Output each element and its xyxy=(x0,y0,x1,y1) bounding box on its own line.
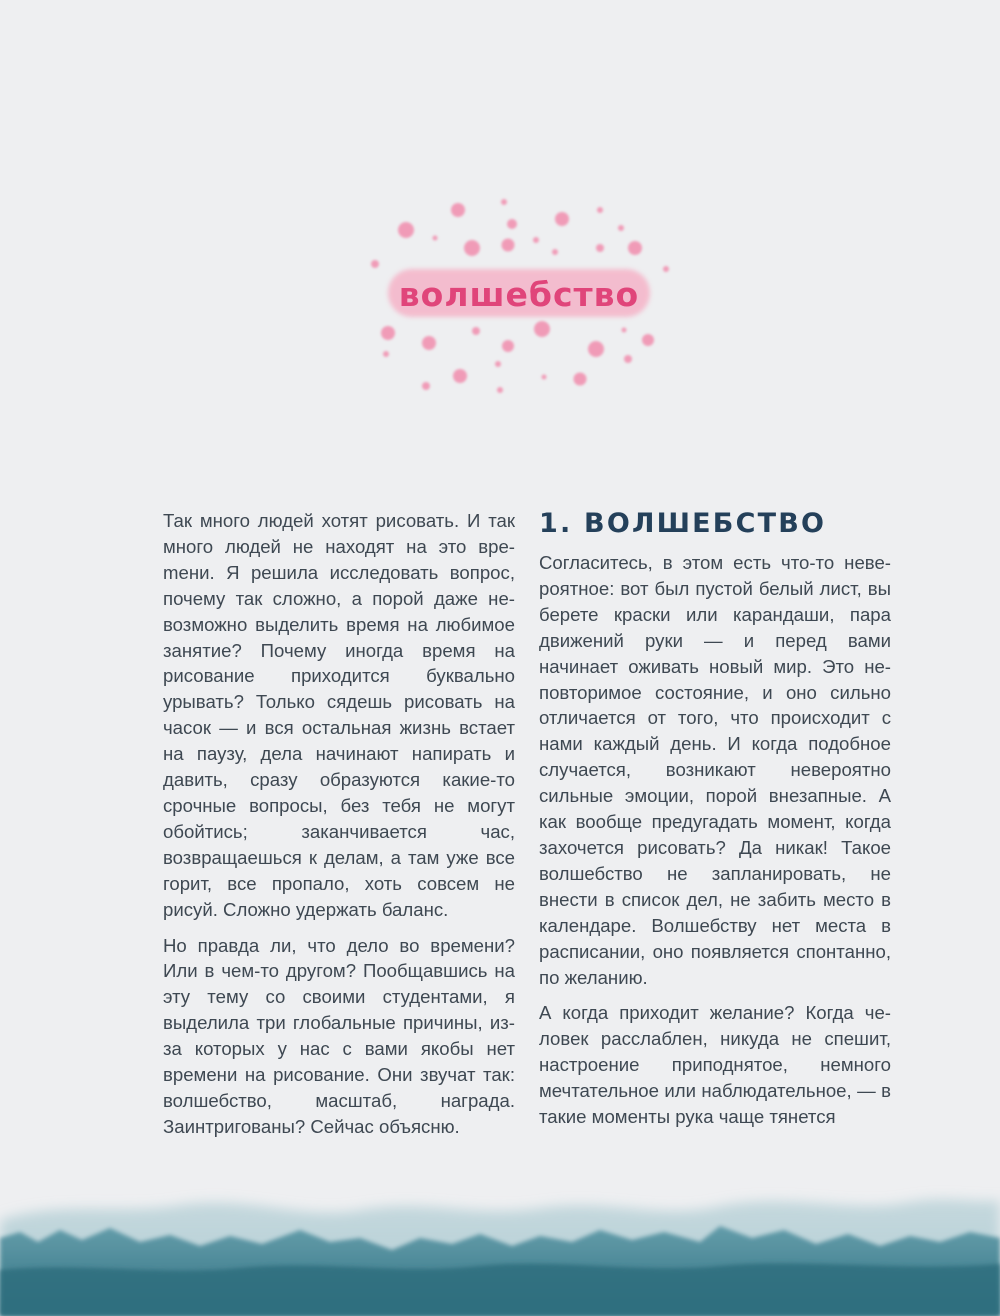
right-column xyxy=(539,508,891,1140)
section-heading: 1. ВОЛШЕБСТВО xyxy=(539,508,827,539)
right-paragraph: Согласитесь, в этом есть что-то невероятное: вот был пустой белый лист, вы берете краски или карандаши, пара движений руки — и перед вами начинает оживать новый мир. Это неповторимое состояние, и оно сильно отличается от того, что происходит с нами каждый день. И когда подобное случается, возникают невероятно сильные эмоции, порой внезапные. А как вообще предугадать момент, когда захочется рисовать? Да никак! Такое волшебство не запланировать, не внести в список дел, не забить место в календаре. Волшебству нет места в расписании, оно появляется спонтанно, по желанию. xyxy=(539,552,891,988)
left-paragraph: Но правда ли, что дело во времени? Или в чем-то другом? Пообщавшись на эту тему со своими студентами, я выделила три глобальные причины, из-за которых у нас с вами якобы нет времени на рисование. Они звучат так: волшебство, масштаб, награда. Заинтригованы? Сейчас объясню. xyxy=(163,934,515,1137)
watercolor-wave-icon xyxy=(0,1180,1000,1316)
left-paragraph: Так много людей хотят рисовать. И так много людей не находят на это вреmени. Я решила исследовать вопрос, почему так сложно, а порой даже невозможно выделить время на любимое занятие? Почему иногда время на рисование приходится буквально урывать? Только сядешь рисовать на часок — и вся остальная жизнь встает на паузу, дела начинают напирать и давить, сразу образуются какие-то срочные вопросы, без тебя не могут обойтись; заканчивается час, возвращаешься к делам, а там уже все горит, все пропало, хоть совсем не рисуй. Сложно удержать баланс. xyxy=(163,510,515,920)
emblem-word: волшебство xyxy=(398,275,640,314)
left-column xyxy=(163,508,515,1150)
magic-emblem xyxy=(360,190,680,400)
right-paragraph: А когда приходит желание? Когда человек расслаблен, никуда не спешит, настроение приподнятое, немного мечтательное или наблюдательное, — в такие моменты рука чаще тянется xyxy=(539,1002,891,1128)
